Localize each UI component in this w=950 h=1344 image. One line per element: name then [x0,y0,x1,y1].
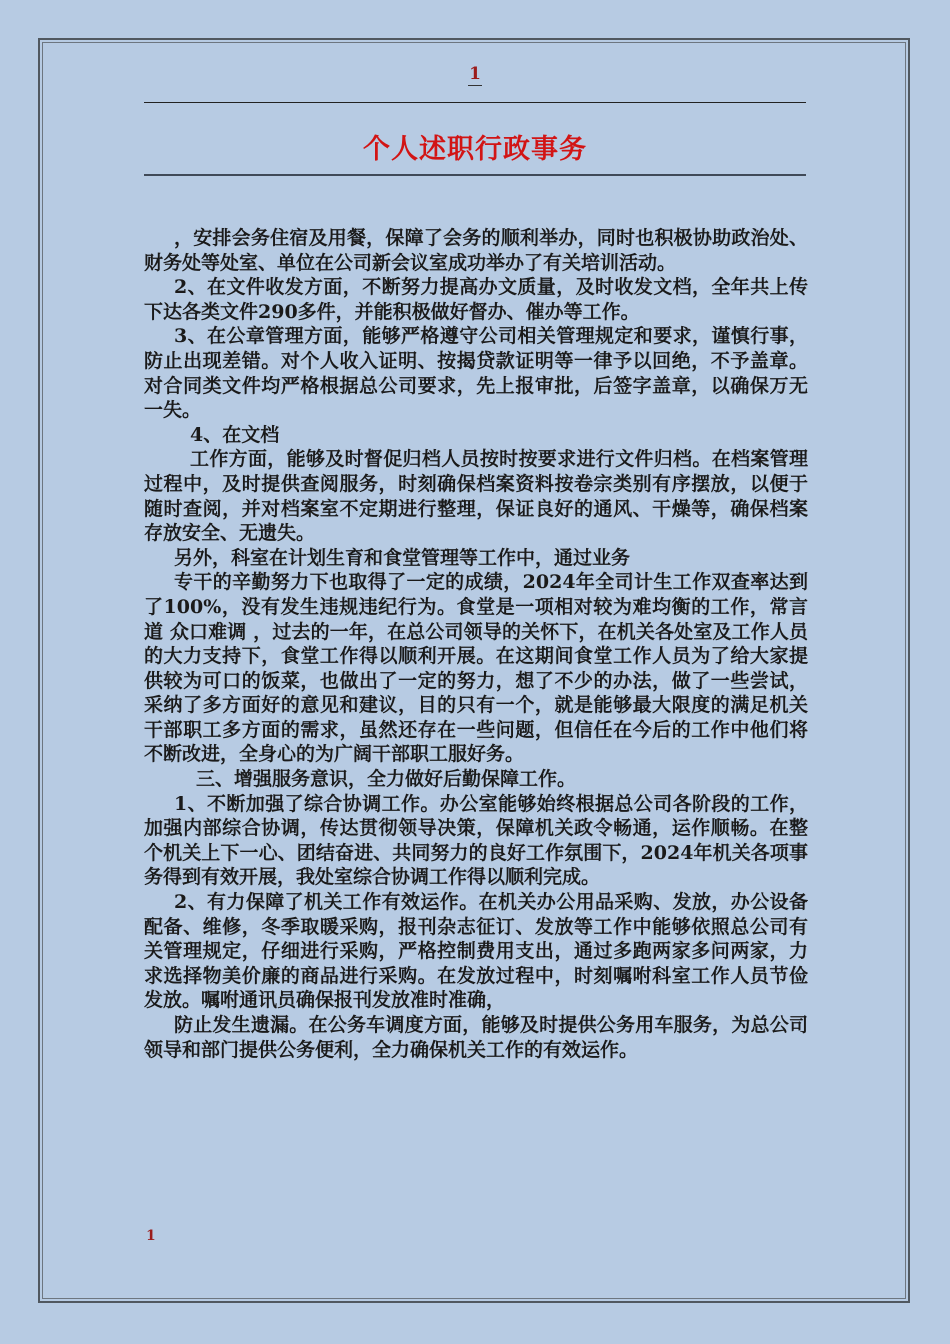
paragraph: 3、在公章管理方面，能够严格遵守公司相关管理规定和要求，谨慎行事，防止出现差错。对个人收入证明、按揭贷款证明等一律予以回绝，不予盖章。对合同类文件均严格根据总公司要求，先上报审批，后签字盖章，以确保万无一失。 [144,325,808,422]
paragraph: 1、不断加强了综合协调工作。办公室能够始终根据总公司各阶段的工作，加强内部综合协调，传达贯彻领导决策，保障机关政令畅通，运作顺畅。在整个机关上下一心、团结奋进、共同努力的良好工作氛围下，2024年机关各项事务得到有效开展，我处室综合协调工作得以顺利完成。 [144,792,808,889]
section-heading: 三、增强服务意识，全力做好后勤保障工作。 [196,768,577,791]
paragraph: 2、有力保障了机关工作有效运作。在机关办公用品采购、发放，办公设备配备、维修，冬季取暖采购，报刊杂志征订、发放等工作中能够依照总公司有关管理规定，仔细进行采购，严格控制费用支出，通过多跑两家多问两家，力求选择物美价廉的商品进行采购。在发放过程中，时刻嘱咐科室工作人员节俭发放。嘱咐通讯员确保报刊发放准时准确， [144,891,808,1012]
header-page-number: 1 [469,64,481,84]
document-body [144,226,808,1062]
paragraph: 4、在文档 [190,423,280,446]
footer-page-number: 1 [146,1228,156,1244]
header-rule [144,102,806,103]
paragraph: 另外，科室在计划生育和食堂管理等工作中，通过业务 [174,546,631,569]
paragraph: 专干的辛勤努力下也取得了一定的成绩，2024年全司计生工作双查率达到了100%，没有发生违规违纪行为。食堂是一项相对较为难均衡的工作，常言道 众口难调 ，过去的一年，在总公司领导的关怀下，在机关各处室及工作人员的大力支持下，食堂工作得以顺利开展。在这期间食堂工作人员为了给大家提供较为可口的饭菜，也做出了一定的努力，想了不少的办法，做了一些尝试，采纳了多方面好的意见和建议，目的只有一个，就是能够最大限度的满足机关干部职工多方面的需求，虽然还存在一些问题，但信任在今后的工作中他们将不断改进，全身心的为广阔干部职工服好务。 [144,571,808,766]
paragraph: ，安排会务住宿及用餐，保障了会务的顺利举办，同时也积极协助政治处、财务处等处室、单位在公司新会议室成功举办了有关培训活动。 [144,227,808,274]
paragraph: 2、在文件收发方面，不断努力提高办文质量，及时收发文档，全年共上传下达各类文件290多件，并能积极做好督办、催办等工作。 [144,276,808,323]
paragraph: 防止发生遗漏。在公务车调度方面，能够及时提供公务用车服务，为总公司领导和部门提供公务便利，全力确保机关工作的有效运作。 [144,1014,808,1061]
title-rule [144,174,806,176]
document-title: 个人述职行政事务 [363,134,587,165]
paragraph: 工作方面，能够及时督促归档人员按时按要求进行文件归档。在档案管理过程中，及时提供查阅服务，时刻确保档案资料按卷宗类别有序摆放，以便于随时查阅，并对档案室不定期进行整理，保证良好的通风、干燥等，确保档案存放安全、无遗失。 [144,448,808,545]
